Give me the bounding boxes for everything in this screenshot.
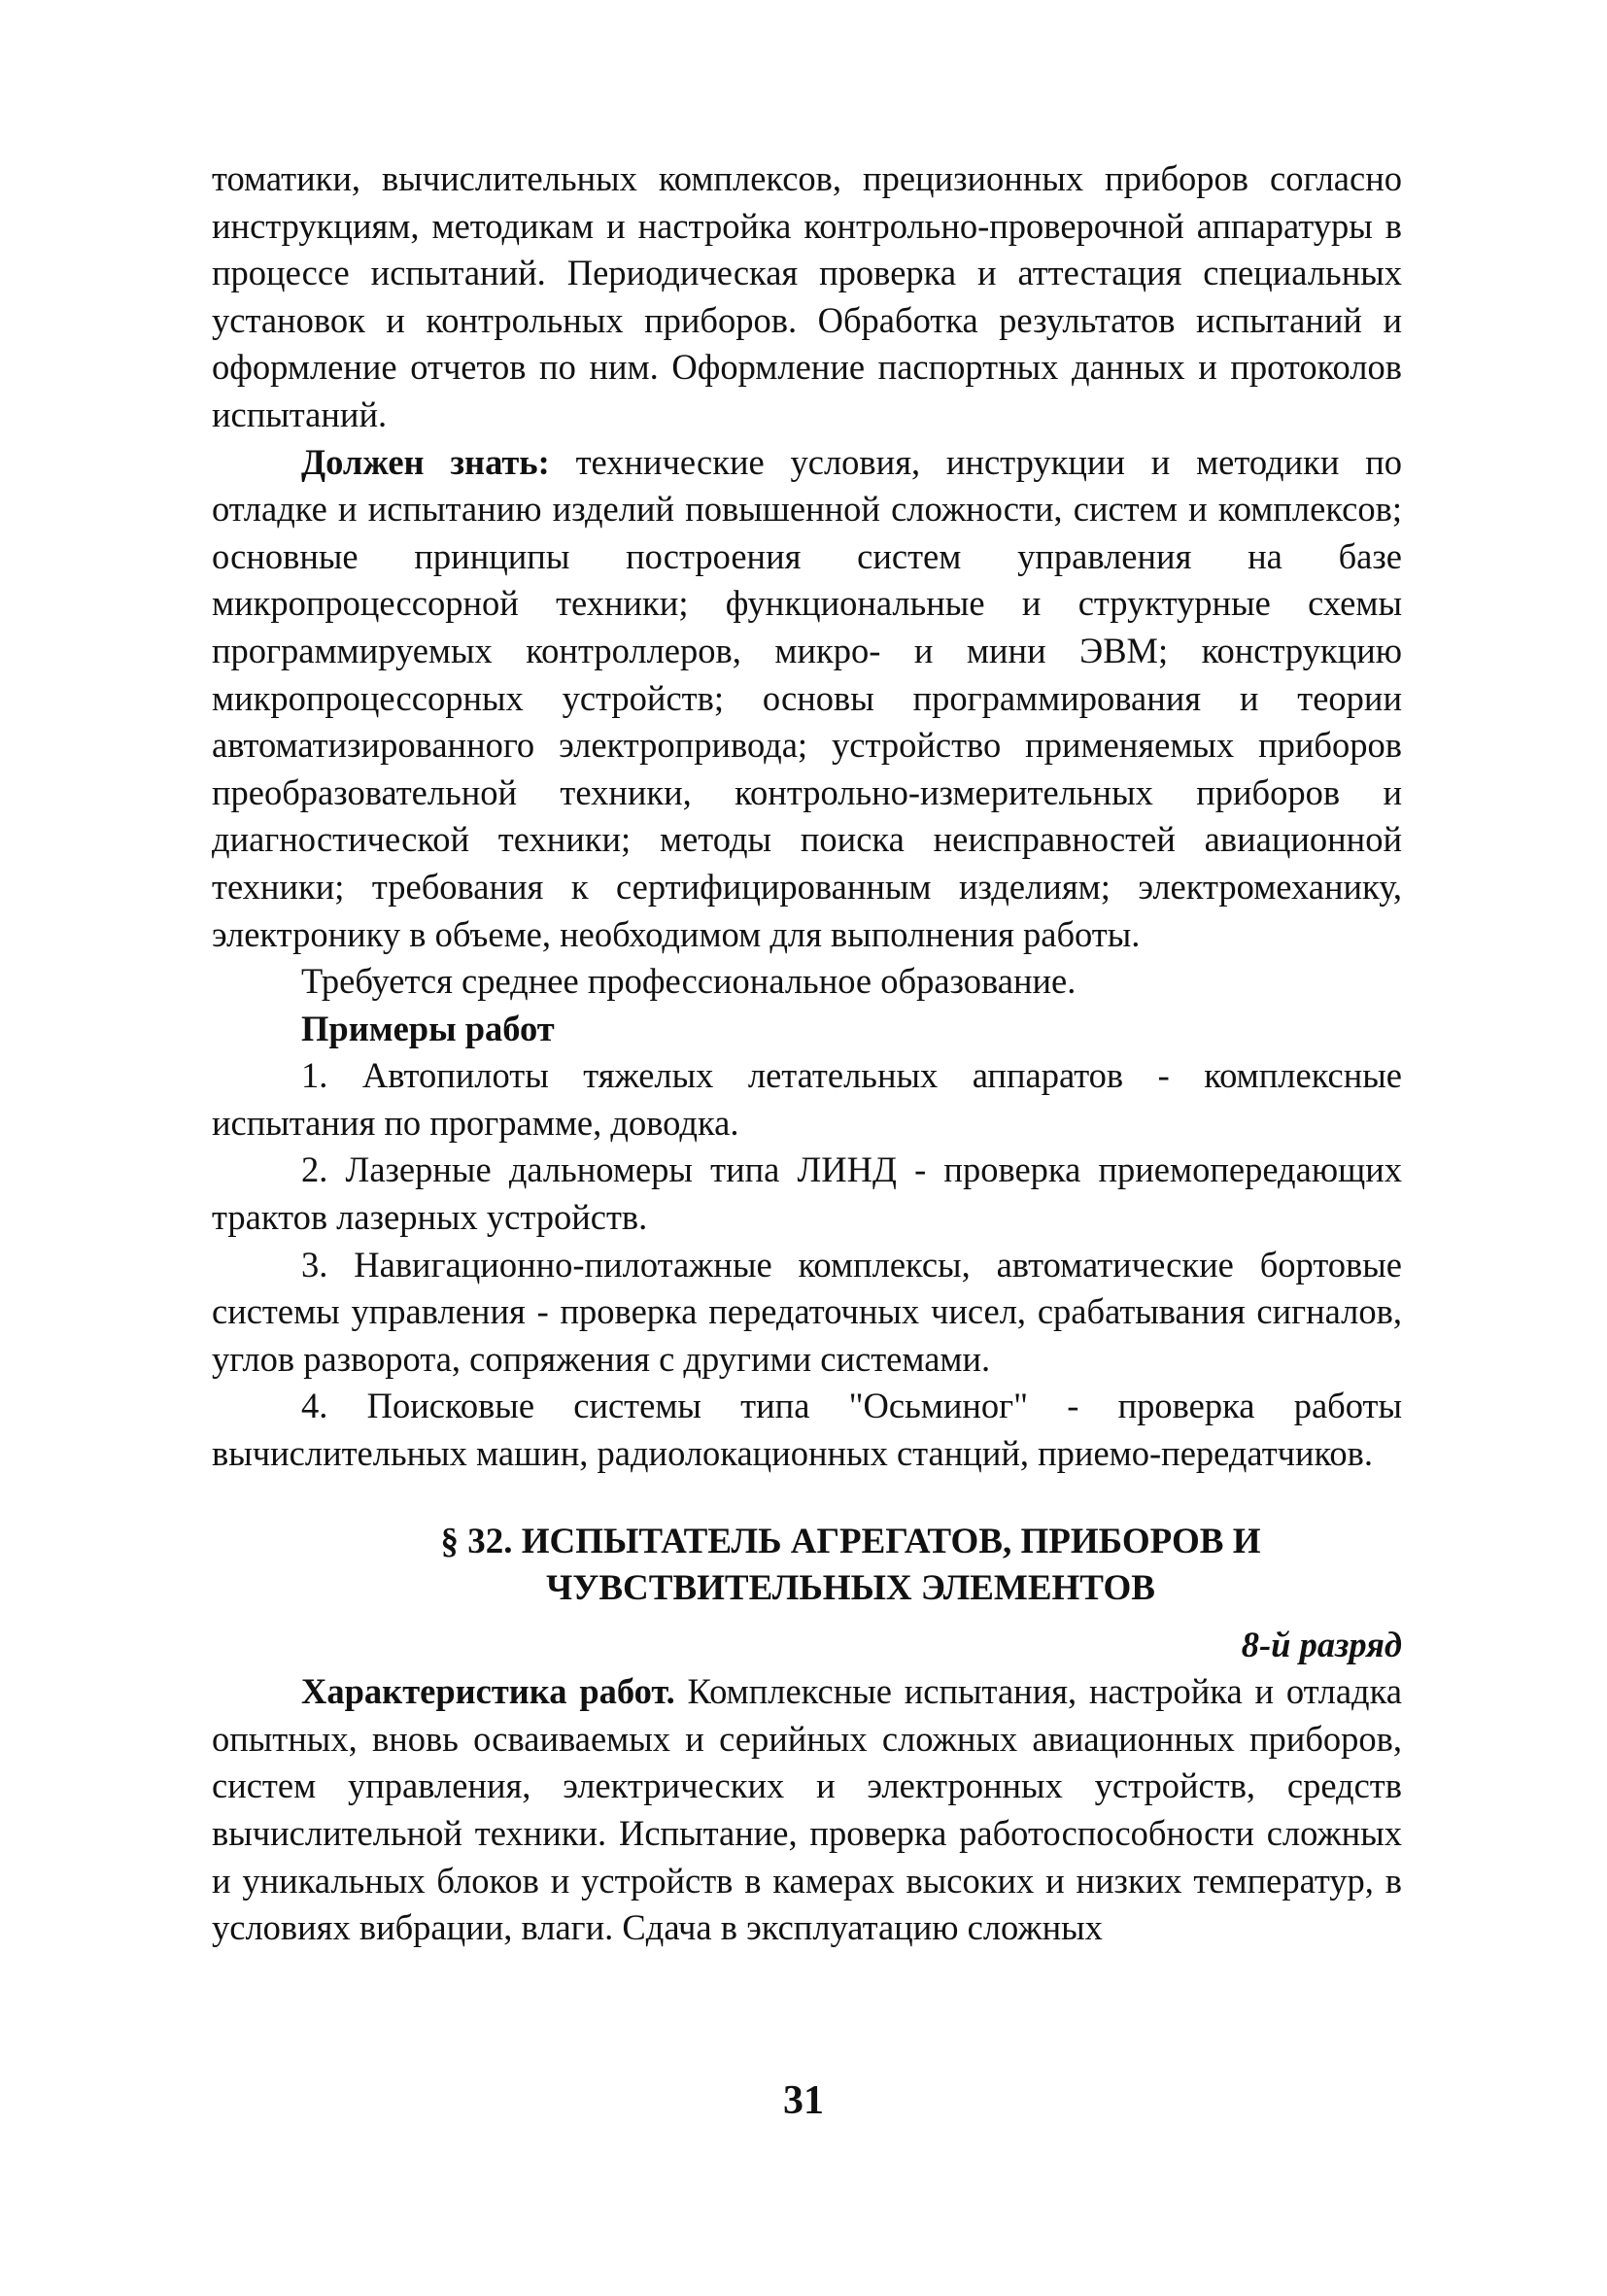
- document-page: [212, 155, 1402, 1952]
- page-number: 31: [783, 2078, 824, 2123]
- example-item-2: 2. Лазерные дальномеры типа ЛИНД - проверка приемопередающих трактов лазерных устройств.: [212, 1149, 1402, 1238]
- section-title-line-1: § 32. ИСПЫТАТЕЛЬ АГРЕГАТОВ, ПРИБОРОВ И: [440, 1521, 1261, 1561]
- must-know-label: Должен знать:: [301, 441, 550, 482]
- must-know-paragraph: [212, 439, 1402, 959]
- examples-heading: Примеры работ: [301, 1008, 555, 1048]
- characteristics-text: Комплексные испытания, настройка и отладка опытных, вновь осваиваемых и серийных сложных авиационных приборов, систем управления, электрических и электронных устройств, средств вычислительной техники. Испытание, проверка работоспособности сложных и уникальных блоков и устройств в камерах высоких и низких температур, в условиях вибрации, влаги. Сдача в эксплуатацию сложных: [212, 1671, 1403, 1948]
- education-requirement: Требуется среднее профессиональное образование.: [301, 961, 1077, 1002]
- section-title: [212, 1519, 1402, 1612]
- example-item-3: 3. Навигационно-пилотажные комплексы, автоматические бортовые системы управления - проверка передаточных чисел, срабатывания сигналов, углов разворота, сопряжения с другими системами.: [212, 1244, 1402, 1379]
- characteristics-paragraph: [212, 1668, 1402, 1952]
- section-title-line-2: ЧУВСТВИТЕЛЬНЫХ ЭЛЕМЕНТОВ: [546, 1567, 1155, 1608]
- must-know-text: технические условия, инструкции и методики по отладке и испытанию изделий повышенной сложности, систем и комплексов; основные принципы построения систем управления на базе микропроцессорной техники; функциональные и структурные схемы программируемых контроллеров, микро- и мини ЭВМ; конструкцию микропроцессорных устройств; основы программирования и теории автоматизированного электропривода; устройство применяемых приборов преобразовательной техники, контрольно-измерительных приборов и диагностической техники; методы поиска неисправностей авиационной техники; требования к сертифицированным изделиям; электромеханику, электронику в объеме, необходимом для выполнения работы.: [212, 441, 1402, 954]
- example-item-4: 4. Поисковые системы типа "Осьминог" - проверка работы вычислительных машин, радиолокационных станций, приемо-передатчиков.: [212, 1386, 1402, 1474]
- characteristics-label: Характеристика работ.: [301, 1671, 675, 1712]
- section-rank: 8-й разряд: [1241, 1624, 1402, 1664]
- continuation-paragraph: томатики, вычислительных комплексов, прецизионных приборов согласно инструкциям, методикам и настройка контрольно-проверочной аппаратуры в процессе испытаний. Периодическая проверка и аттестация специальных установок и контрольных приборов. Обработка результатов испытаний и оформление отчетов по ним. Оформление паспортных данных и протоколов испытаний.: [212, 158, 1402, 434]
- example-item-1: 1. Автопилоты тяжелых летательных аппаратов - комплексные испытания по программе, доводка.: [212, 1055, 1402, 1143]
